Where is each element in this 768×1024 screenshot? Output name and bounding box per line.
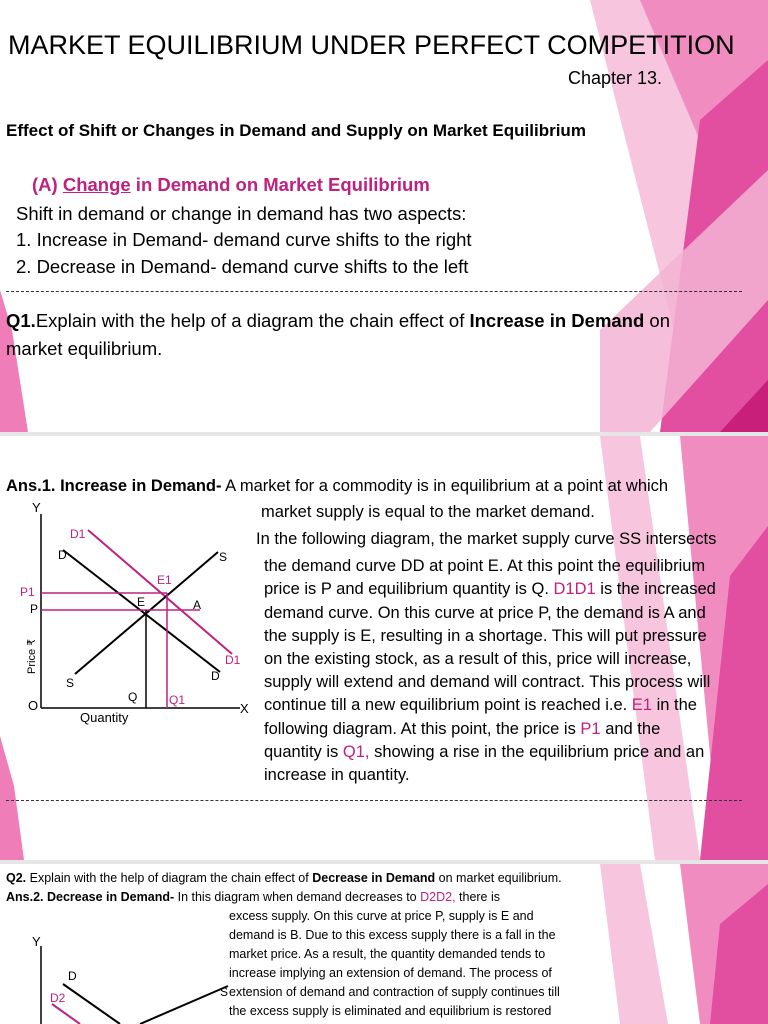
price-label: Price ₹ bbox=[26, 638, 38, 674]
label-e1: E1 bbox=[157, 573, 172, 587]
label-q1: Q1 bbox=[169, 693, 186, 707]
answer-2-line: excess supply. On this curve at price P, supply is E and bbox=[229, 909, 534, 923]
demand-curve-d1d1 bbox=[88, 530, 232, 654]
answer-1-line: on the existing stock, as a result of this, price will increase, bbox=[264, 650, 692, 668]
answer-1-line: demand curve. On this curve at price P, the demand is A and bbox=[264, 604, 706, 622]
answer-1-line: market supply is equal to the market demand. bbox=[261, 503, 595, 521]
answer-1-line: supply will extend and demand will contract. This process will bbox=[264, 673, 711, 691]
answer-2-line: demand is B. Due to this excess supply there is a fall in the bbox=[229, 928, 556, 942]
answer-1-line: the supply is E, resulting in a shortage. This will put pressure bbox=[264, 627, 707, 645]
answer-1-heading: Ans.1. Increase in Demand- A market for a commodity is in equilibrium at a point at which bbox=[6, 477, 669, 495]
answer-1-line: the demand curve DD at point E. At this point the equilibrium bbox=[264, 557, 706, 575]
question-1-cont: market equilibrium. bbox=[6, 338, 163, 359]
aspects-intro: Shift in demand or change in demand has two aspects: bbox=[16, 203, 467, 224]
label-p: P bbox=[30, 602, 39, 616]
aspect-increase: 1. Increase in Demand- demand curve shifts to the right bbox=[16, 229, 472, 250]
label-e: E bbox=[137, 595, 146, 609]
slide-1 bbox=[0, 0, 768, 432]
label-d2: D2 bbox=[50, 991, 66, 1005]
divider bbox=[6, 291, 742, 292]
slide-3 bbox=[0, 864, 768, 1024]
answer-1-line: following diagram. At this point, the price is P1 and the bbox=[264, 720, 661, 738]
answer-1-line: price is P and equilibrium quantity is Q. D1D1 is the increased bbox=[264, 580, 716, 598]
increase-demand-diagram bbox=[0, 496, 260, 746]
y-axis-label: Y bbox=[32, 934, 41, 949]
label-d-bottom: D bbox=[211, 669, 220, 683]
label-p1: P1 bbox=[20, 585, 35, 599]
question-2: Q2. Explain with the help of diagram the chain effect of Decrease in Demand on market equilibrium. bbox=[6, 871, 562, 885]
label-q: Q bbox=[128, 690, 138, 704]
answer-1-line: continue till a new equilibrium point is reached i.e. E1 in the bbox=[264, 696, 697, 714]
label-s-bottom: S bbox=[66, 676, 75, 690]
answer-2-line: market price. As a result, the quantity demanded tends to bbox=[229, 947, 546, 961]
divider bbox=[6, 800, 742, 801]
origin-label: O bbox=[28, 698, 39, 713]
answer-1-line: increase in quantity. bbox=[264, 766, 410, 784]
answer-2-line: extension of demand and contraction of supply continues till bbox=[229, 985, 560, 999]
question-1: Q1.Explain with the help of a diagram the chain effect of Increase in Demand on bbox=[6, 310, 670, 331]
label-d-top: D bbox=[58, 548, 67, 562]
page-title: MARKET EQUILIBRIUM UNDER PERFECT COMPETITION bbox=[8, 30, 735, 60]
chapter-label: Chapter 13. bbox=[568, 68, 663, 88]
answer-2-heading: Ans.2. Decrease in Demand- In this diagram when demand decreases to D2D2, there is bbox=[6, 890, 501, 904]
label-d: D bbox=[68, 969, 77, 983]
section-subtitle: Effect of Shift or Changes in Demand and Supply on Market Equilibrium bbox=[6, 121, 586, 140]
answer-2-line: increase implying an extension of demand. The process of bbox=[229, 966, 552, 980]
supply-curve-ss bbox=[140, 986, 228, 1024]
slide-2 bbox=[0, 436, 768, 860]
answer-2-line: the excess supply is eliminated and equilibrium is restored bbox=[229, 1004, 552, 1018]
answer-1-line: In the following diagram, the market supply curve SS intersects bbox=[256, 530, 717, 548]
label-d1-top: D1 bbox=[70, 527, 86, 541]
label-a: A bbox=[193, 598, 202, 612]
x-axis-label: X bbox=[240, 701, 249, 716]
decrease-demand-diagram bbox=[0, 924, 240, 1024]
answer-1-line: quantity is Q1, showing a rise in the equilibrium price and an bbox=[264, 743, 705, 761]
label-d1-bottom: D1 bbox=[225, 653, 241, 667]
label-s: S bbox=[220, 985, 229, 999]
y-axis-label: Y bbox=[32, 500, 41, 515]
aspect-decrease: 2. Decrease in Demand- demand curve shifts to the left bbox=[16, 256, 469, 277]
section-heading: (A) Change in Demand on Market Equilibrium bbox=[32, 174, 430, 195]
demand-curve-d2d2 bbox=[52, 1004, 80, 1024]
quantity-label: Quantity bbox=[80, 710, 129, 725]
label-s-top: S bbox=[219, 550, 228, 564]
